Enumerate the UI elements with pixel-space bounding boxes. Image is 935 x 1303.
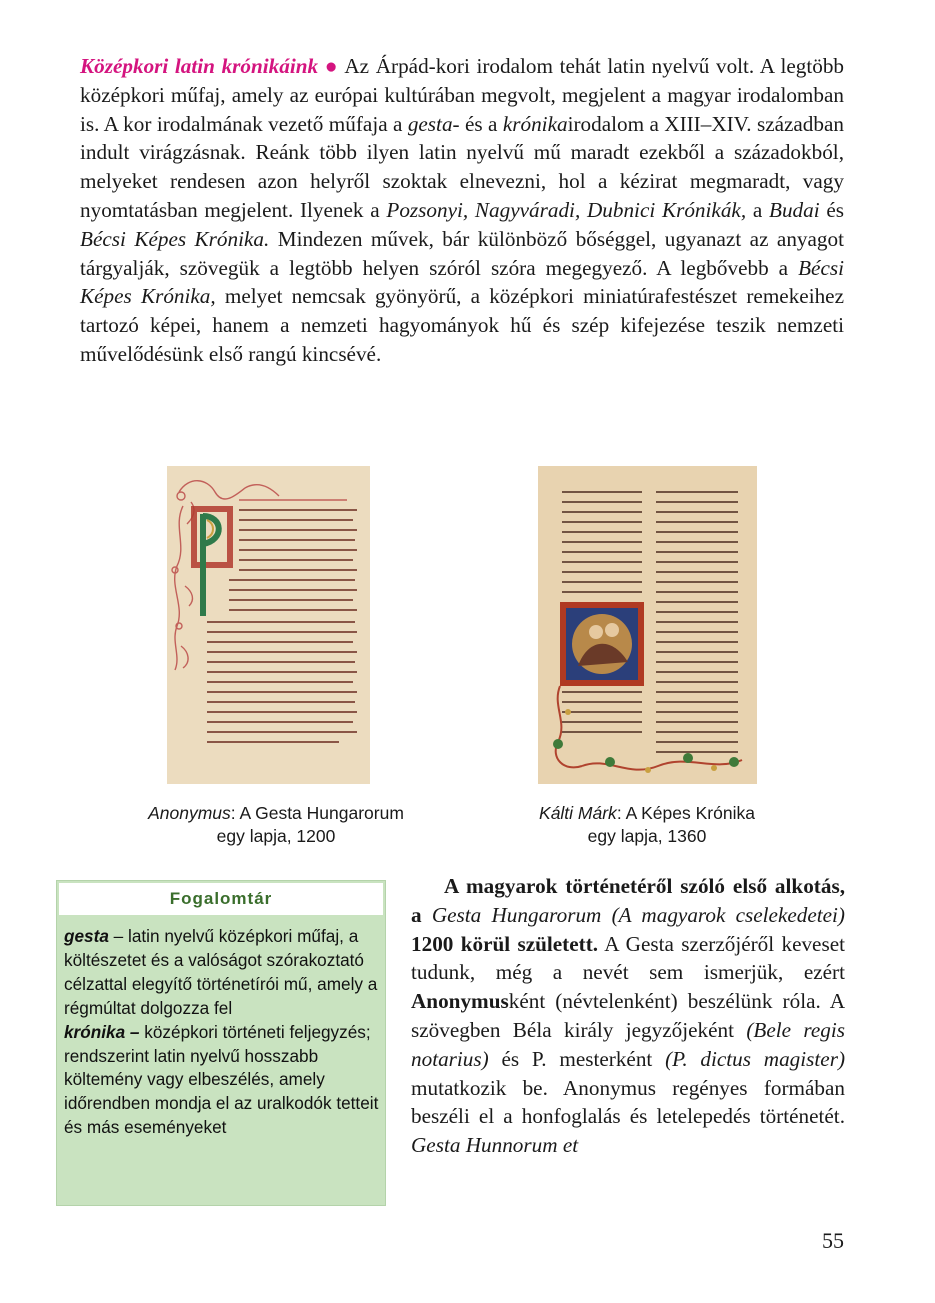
chronicle-becsi: Bécsi Képes Krónika, (80, 255, 844, 309)
manuscript-image-gesta (167, 466, 370, 784)
glossary-body (64, 925, 379, 1140)
manuscript-page-illustration (538, 466, 757, 784)
bullet-dot: ● (324, 54, 339, 78)
manuscript-page-illustration (167, 466, 370, 784)
gesta-title: Gesta Hungarorum (A magyarok cselekedetei) (431, 902, 845, 927)
chronicle-names: Pozsonyi, Nagyváradi, Dubnici Krónikák, (386, 197, 747, 222)
latin-phrase: (P. dictus magister) (665, 1046, 845, 1071)
glossary-definition: középkori történeti feljegyzés; rendszerint latin nyelvű hosszabb költemény vagy elbeszélés, amely időrendben mondja el az uralkodók tetteit és más eseményeket (64, 1021, 379, 1138)
body-text: A Gesta szerzőjéről keveset tudunk, még a nevét sem ismerjük, ezért (411, 931, 846, 985)
page-number: 55 (822, 1228, 844, 1253)
intro-text: és (819, 197, 845, 222)
bold-heading-text: 1200 körül született. (411, 931, 599, 956)
caption-author: Anonymus (148, 803, 231, 823)
caption-author: Kálti Márk (539, 803, 617, 823)
glossary-definition: – latin nyelvű középkori műfaj, a költészetet és a valóságot szórakoztató célzattal elegyítő történetírói mű, amely a régmúltat dolgozza fel (64, 926, 378, 1018)
glossary-term-gesta: gesta (64, 926, 109, 946)
bold-heading-text: A magyarok történetéről szóló első alkotás, a (411, 874, 845, 927)
gesta-hunnorum-title: Gesta Hunnorum et (411, 1133, 579, 1158)
figure-caption-gesta (111, 802, 441, 848)
glossary-term-kronika: krónika – (64, 1021, 140, 1042)
caption-title: : A Gesta Hungarorum (230, 803, 404, 823)
chronicle-budai: Budai (769, 197, 820, 222)
anonymus-name: Anonymus (411, 989, 509, 1014)
body-text: mutatkozik be. Anonymus regényes formában beszéli el a honfoglalás és letelepedés történetét. (411, 1075, 845, 1129)
chronicle-becsi: Bécsi Képes Krónika. (80, 226, 270, 251)
caption-date: egy lapja, 1200 (216, 826, 336, 846)
intro-text: irodalom a XIII–XIV. században indult virágzásnak. Reánk több ilyen latin nyelvű mű maradt ezekből a századokból, melyeket rendesen azon helyről szoktak elnevezni, hol a kézirat megmaradt, vagy nyomtatásban megjelent. Ilyenek a (80, 111, 844, 222)
term-gesta: gesta (407, 111, 453, 136)
glossary-box (56, 880, 386, 1206)
section-lead: Középkori latin krónikáink (80, 54, 319, 78)
caption-date: egy lapja, 1360 (587, 826, 707, 846)
gesta-paragraph (411, 872, 845, 1160)
term-kronika: krónika (502, 111, 568, 136)
intro-text: Mindezen művek, bár különböző bőséggel, ugyanazt az anyagot tárgyalják, szövegük a legtöbb helyen szóról szóra megegyező. A legbővebb a (80, 226, 844, 280)
figure-caption-kepes-kronika (482, 802, 812, 848)
manuscript-image-kepes-kronika (538, 466, 757, 784)
intro-text: melyet nemcsak gyönyörű, a középkori miniatúrafestészet remekeihez tartozó képei, hanem a nemzeti hagyományok hű és szép kifejezése teszik nemzeti művelődésünk első rangú kincsévé. (80, 284, 844, 366)
intro-text: - és a (452, 111, 503, 136)
intro-text: a (746, 197, 769, 222)
latin-phrase: (Bele regis notarius) (411, 1017, 845, 1071)
caption-title: : A Képes Krónika (616, 803, 755, 823)
body-text: ként (névtelenként) beszélünk róla. A szövegben Béla király jegyzőjeként (411, 989, 845, 1042)
body-text: és P. mesterként (488, 1046, 666, 1071)
glossary-title: Fogalomtár (57, 881, 385, 917)
intro-paragraph (80, 52, 844, 369)
intro-text: Az Árpád-kori irodalom tehát latin nyelvű volt. A legtöbb középkori műfaj, amely az európai kultúrában megvolt, megjelent a magyar irodalomban is. A kor irodalmának vezető műfaja a (80, 54, 845, 136)
